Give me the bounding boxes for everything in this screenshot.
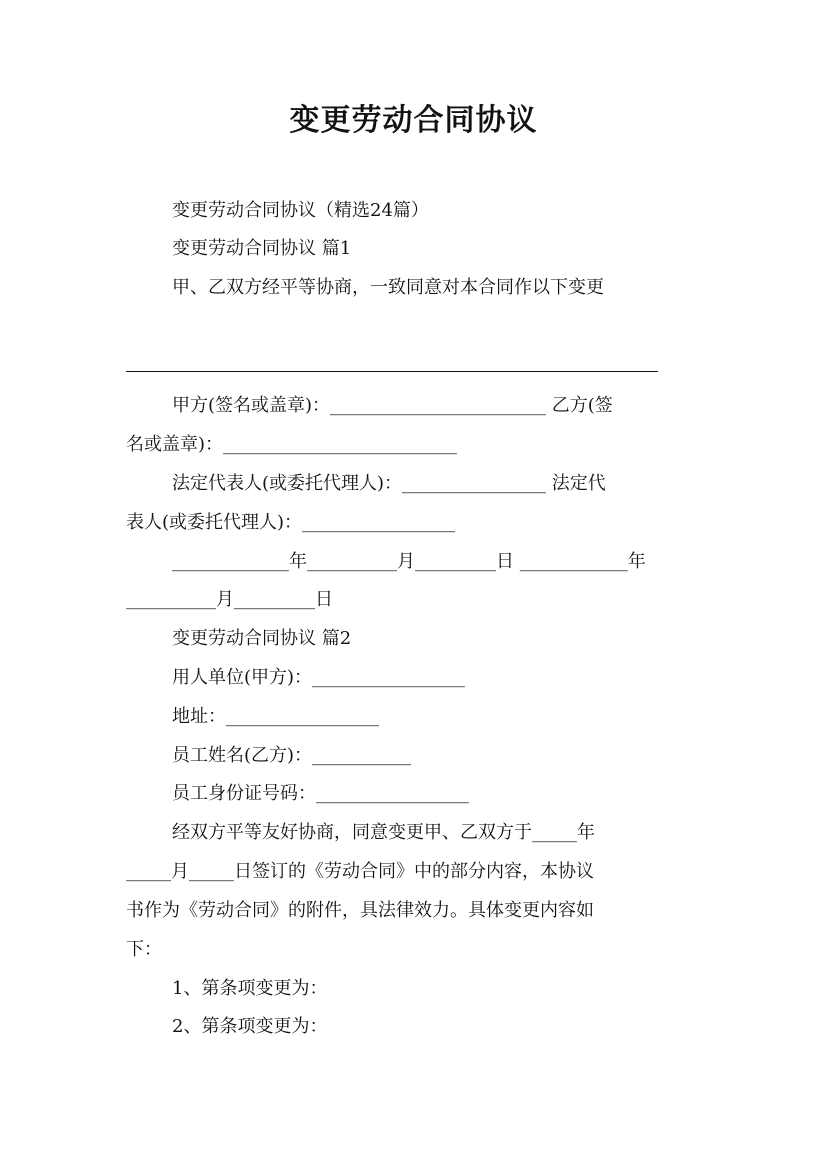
section-heading-2: 变更劳动合同协议 篇2 — [172, 628, 352, 649]
paragraph-line: 经双方平等友好协商，同意变更甲、乙双方于_____年 — [172, 822, 595, 843]
list-item: 1、第条项变更为： — [172, 978, 328, 999]
section-heading-1: 变更劳动合同协议 篇1 — [172, 238, 352, 259]
paragraph-line: _____月_____日签订的《劳动合同》中的部分内容，本协议 — [126, 861, 594, 882]
employee-name-field-line: 员工姓名(乙方)：___________ — [172, 745, 412, 766]
signature-line: 甲方(签名或盖章)：________________________ 乙方(签 — [172, 395, 613, 416]
paragraph-line: 书作为《劳动合同》的附件，具法律效力。具体变更内容如 — [126, 900, 594, 921]
representative-line: 表人(或委托代理人)：_________________ — [126, 512, 456, 533]
employee-id-field-line: 员工身份证号码：_________________ — [172, 783, 469, 804]
date-line: _____________年__________月_________日 ____________年 — [172, 551, 646, 572]
subtitle-line: 变更劳动合同协议（精选24篇） — [172, 200, 429, 221]
employer-field-line: 用人单位(甲方)：_________________ — [172, 667, 466, 688]
signature-line: 名或盖章)：__________________________ — [126, 434, 458, 455]
document-title: 变更劳动合同协议 — [289, 103, 538, 138]
paragraph-line: 甲、乙双方经平等协商，一致同意对本合同作以下变更 — [172, 277, 604, 298]
date-line: __________月_________日 — [126, 589, 333, 610]
blank-fill-rule — [126, 371, 658, 372]
address-field-line: 地址：_________________ — [172, 706, 379, 727]
paragraph-line: 下： — [126, 939, 162, 960]
representative-line: 法定代表人(或委托代理人)：________________ 法定代 — [172, 473, 606, 494]
list-item: 2、第条项变更为： — [172, 1016, 328, 1037]
